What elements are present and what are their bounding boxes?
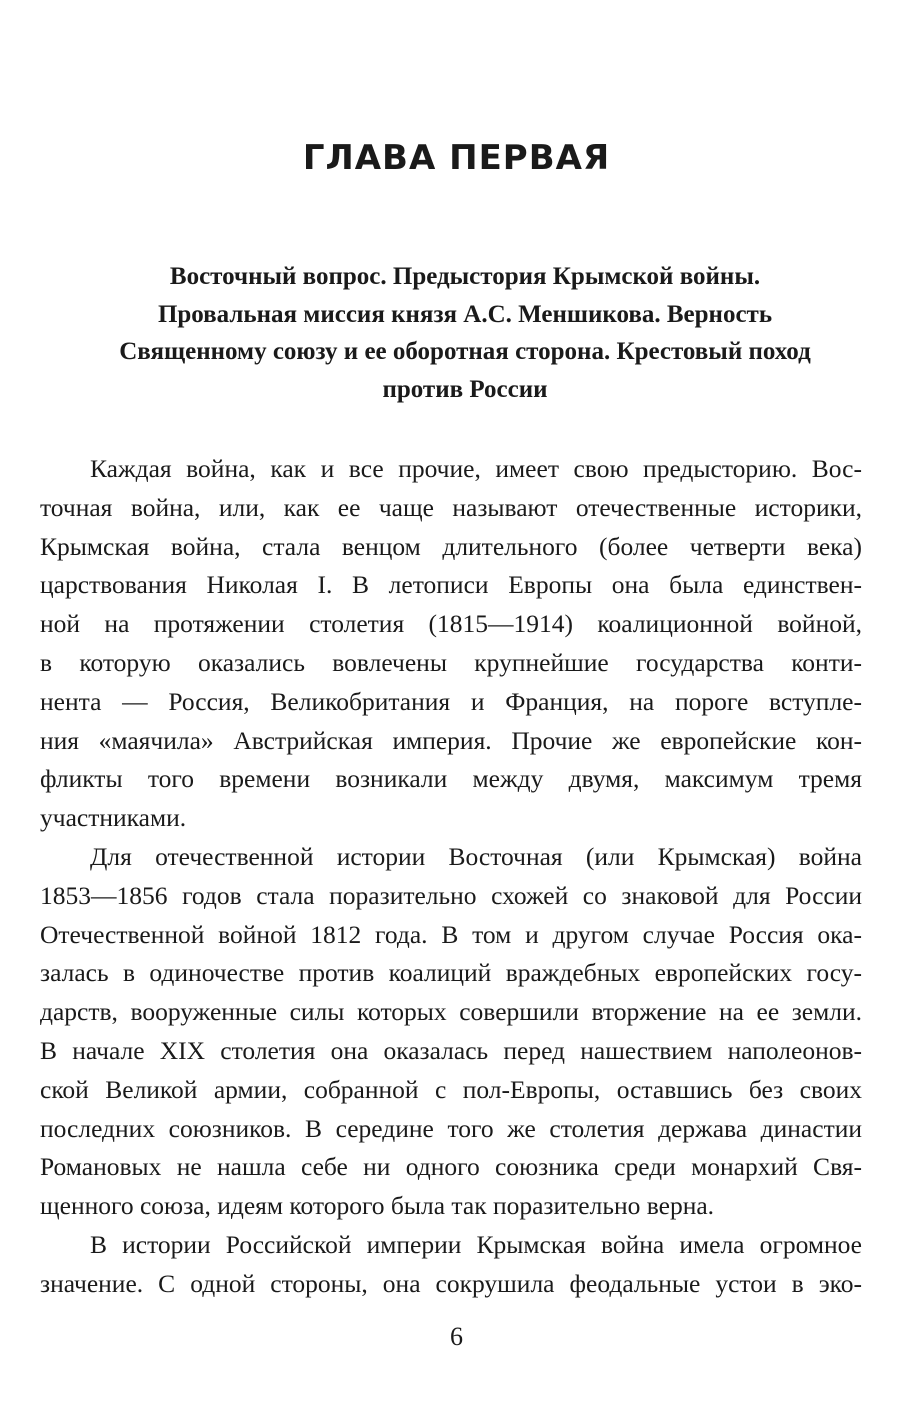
text-line: царствования Николая I. В летописи Европы она была единствен-	[40, 570, 862, 600]
chapter-title: ГЛАВА ПЕРВАЯ	[302, 138, 611, 178]
text-line: Романовых не нашла себе ни одного союзника среди монархий Свя-	[40, 1152, 862, 1182]
text-line: Крымская война, стала венцом длительного (более четверти века)	[40, 531, 862, 561]
subtitle-line: Восточный вопрос. Предыстория Крымской войны.	[169, 263, 761, 290]
subtitle-line: против России	[382, 375, 548, 403]
text-line: ния «маячила» Австрийская империя. Прочие же европейские кон-	[40, 725, 862, 755]
text-line: Для отечественной истории Восточная (или Крымская) война	[90, 841, 862, 871]
text-line: щенного союза, идеям которого была так поразительно верна.	[40, 1191, 715, 1221]
text-line: ной на протяжении столетия (1815—1914) коалиционной войной,	[40, 609, 862, 639]
text-line: нента — Россия, Великобритания и Франция, на пороге вступле-	[40, 686, 862, 716]
text-line: залась в одиночестве против коалиций враждебных европейских госу-	[40, 958, 862, 988]
text-line: участниками.	[40, 803, 187, 833]
chapter-subtitle	[70, 258, 860, 408]
text-line: значение. С одной стороны, она сокрушила феодальные устои в эко-	[40, 1268, 862, 1298]
paragraph-1	[40, 450, 862, 838]
subtitle-line: Священному союзу и ее оборотная сторона. Крестовый поход	[119, 338, 811, 365]
text-line: фликты того времени возникали между двумя, максимум тремя	[40, 764, 862, 794]
text-line: в которую оказались вовлечены крупнейшие государства конти-	[40, 647, 862, 677]
text-line: точная война, или, как ее чаще называют отечественные историки,	[40, 492, 862, 522]
text-line: Каждая война, как и все прочие, имеет свою предысторию. Вос-	[90, 454, 862, 483]
subtitle-line: Провальная миссия князя А.С. Меншикова. Верность	[157, 300, 773, 328]
text-line: дарств, вооруженные силы которых совершили вторжение на ее земли.	[40, 997, 862, 1027]
body-text	[40, 450, 862, 1304]
text-line: В истории Российской империи Крымская война имела огромное	[90, 1229, 862, 1259]
text-line: Отечественной войной 1812 года. В том и другом случае Россия ока-	[40, 919, 862, 949]
paragraph-3	[40, 1226, 862, 1304]
text-line: В начале XIX столетия она оказалась перед нашествием наполеонов-	[40, 1035, 862, 1065]
page-number: 6	[450, 1322, 463, 1351]
text-line: последних союзников. В середине того же столетия держава династии	[40, 1113, 862, 1143]
text-line: 1853—1856 годов стала поразительно схожей со знаковой для России	[40, 880, 862, 910]
paragraph-2	[40, 838, 862, 1226]
text-line: ской Великой армии, собранной с пол-Европы, оставшись без своих	[40, 1074, 862, 1104]
